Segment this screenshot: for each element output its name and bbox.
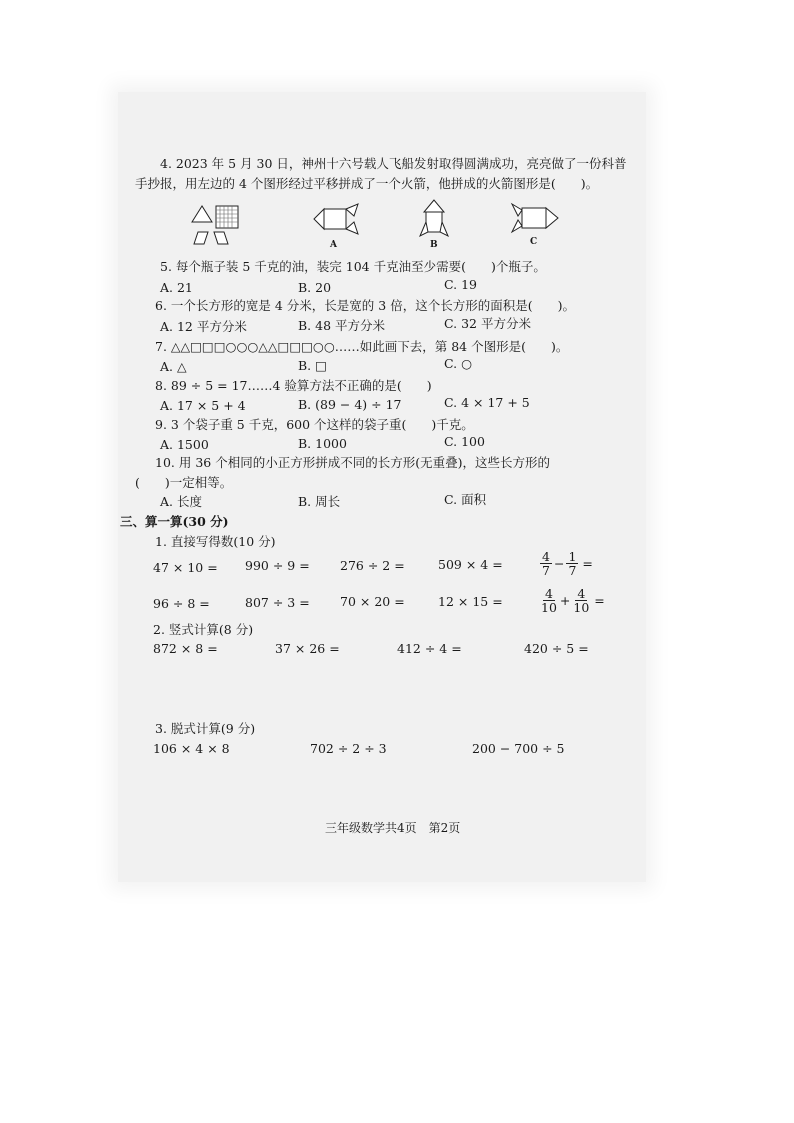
q10-line2: ( )一定相等。 [135,475,233,490]
q5-option-c: C. 19 [444,277,477,292]
section3-part2-title: 2. 竖式计算(8 分) [153,622,254,637]
page-footer: 三年级数学共4页 第2页 [325,821,461,835]
fraction-expression-2 [538,587,605,614]
q8-option-b: B. (89 − 4) ÷ 17 [298,397,402,412]
q7-option-b: B. □ [298,358,327,373]
calc-row2-4: 12 × 15 = [438,594,503,609]
q5-stem: 5. 每个瓶子装 5 千克的油，装完 104 千克油至少需要( )个瓶子。 [160,259,546,274]
q5-option-a: A. 21 [160,280,193,295]
frac1-den2: 7 [568,563,577,578]
frac1-den1: 7 [542,563,550,578]
q6-stem: 6. 一个长方形的宽是 4 分米，长是宽的 3 倍，这个长方形的面积是( )。 [155,298,575,313]
calc-row2-3: 70 × 20 = [340,594,405,609]
frac2-num2: 4 [577,586,586,601]
q4-rocket-a-icon [312,204,362,234]
stepwise-calc-1: 106 × 4 × 8 [153,741,230,756]
q9-stem: 9. 3 个袋子重 5 千克，600 个这样的袋子重( )千克。 [155,417,474,432]
q4-line2: 手抄报，用左边的 4 个图形经过平移拼成了一个火箭，他拼成的火箭图形是( )。 [135,176,599,191]
q8-stem: 8. 89 ÷ 5 = 17……4 验算方法不正确的是( ) [155,378,432,393]
section3-part1-title: 1. 直接写得数(10 分) [155,534,276,549]
q4-option-c-label: C [530,237,538,247]
q7-stem: 7. △△□□□○○○△△□□□○○……如此画下去，第 84 个图形是( )。 [155,339,569,354]
vertical-calc-3: 412 ÷ 4 = [397,641,462,656]
frac2-num1: 4 [544,586,553,601]
q10-option-c: C. 面积 [444,492,487,507]
q8-option-c: C. 4 × 17 + 5 [444,395,530,410]
vertical-calc-4: 420 ÷ 5 = [524,641,589,656]
q4-option-b-label: B [430,240,438,250]
section3-part3-title: 3. 脱式计算(9 分) [155,721,256,736]
section3-title: 三、算一算(30 分) [120,514,229,529]
q9-option-a: A. 1500 [160,437,209,452]
q7-option-a: A. △ [160,359,187,374]
q6-option-a: A. 12 平方分米 [160,319,247,334]
q4-option-a-label: A [330,240,337,250]
calc-row1-4: 509 × 4 = [438,557,503,572]
frac2-operator: + [559,593,571,608]
frac1-equals: = [582,556,593,571]
calc-row1-2: 990 ÷ 9 = [245,558,310,573]
q7-option-c: C. ○ [444,356,472,371]
fraction-expression-1 [538,550,593,577]
q6-option-b: B. 48 平方分米 [298,318,386,333]
frac1-num2: 1 [568,549,577,564]
calc-row1-3: 276 ÷ 2 = [340,558,405,573]
frac1-operator: − [553,556,565,571]
frac2-den1: 10 [541,600,557,615]
frac2-den2: 10 [573,600,590,615]
q4-line1: 4. 2023 年 5 月 30 日，神州十六号载人飞船发射取得圆满成功，亮亮做了一份科普 [160,156,627,171]
q8-option-a: A. 17 × 5 + 4 [160,398,246,413]
q4-rocket-c-icon [510,202,560,234]
q5-option-b: B. 20 [298,280,332,295]
q4-rocket-b-icon [418,198,450,240]
q9-option-b: B. 1000 [298,436,347,451]
vertical-calc-1: 872 × 8 = [153,641,218,656]
frac1-num1: 4 [542,549,550,564]
stepwise-calc-2: 702 ÷ 2 ÷ 3 [310,741,387,756]
q4-pieces-figure [190,204,245,249]
calc-row1-1: 47 × 10 = [153,560,218,575]
calc-row2-1: 96 ÷ 8 = [153,596,210,611]
stepwise-calc-3: 200 − 700 ÷ 5 [472,741,565,756]
q9-option-c: C. 100 [444,434,485,449]
vertical-calc-2: 37 × 26 = [275,641,340,656]
frac2-equals: = [594,593,605,608]
q10-option-b: B. 周长 [298,494,341,509]
q6-option-c: C. 32 平方分米 [444,316,531,331]
calc-row2-2: 807 ÷ 3 = [245,595,310,610]
q10-line1: 10. 用 36 个相同的小正方形拼成不同的长方形(无重叠)，这些长方形的 [155,455,550,470]
q10-option-a: A. 长度 [160,494,202,509]
